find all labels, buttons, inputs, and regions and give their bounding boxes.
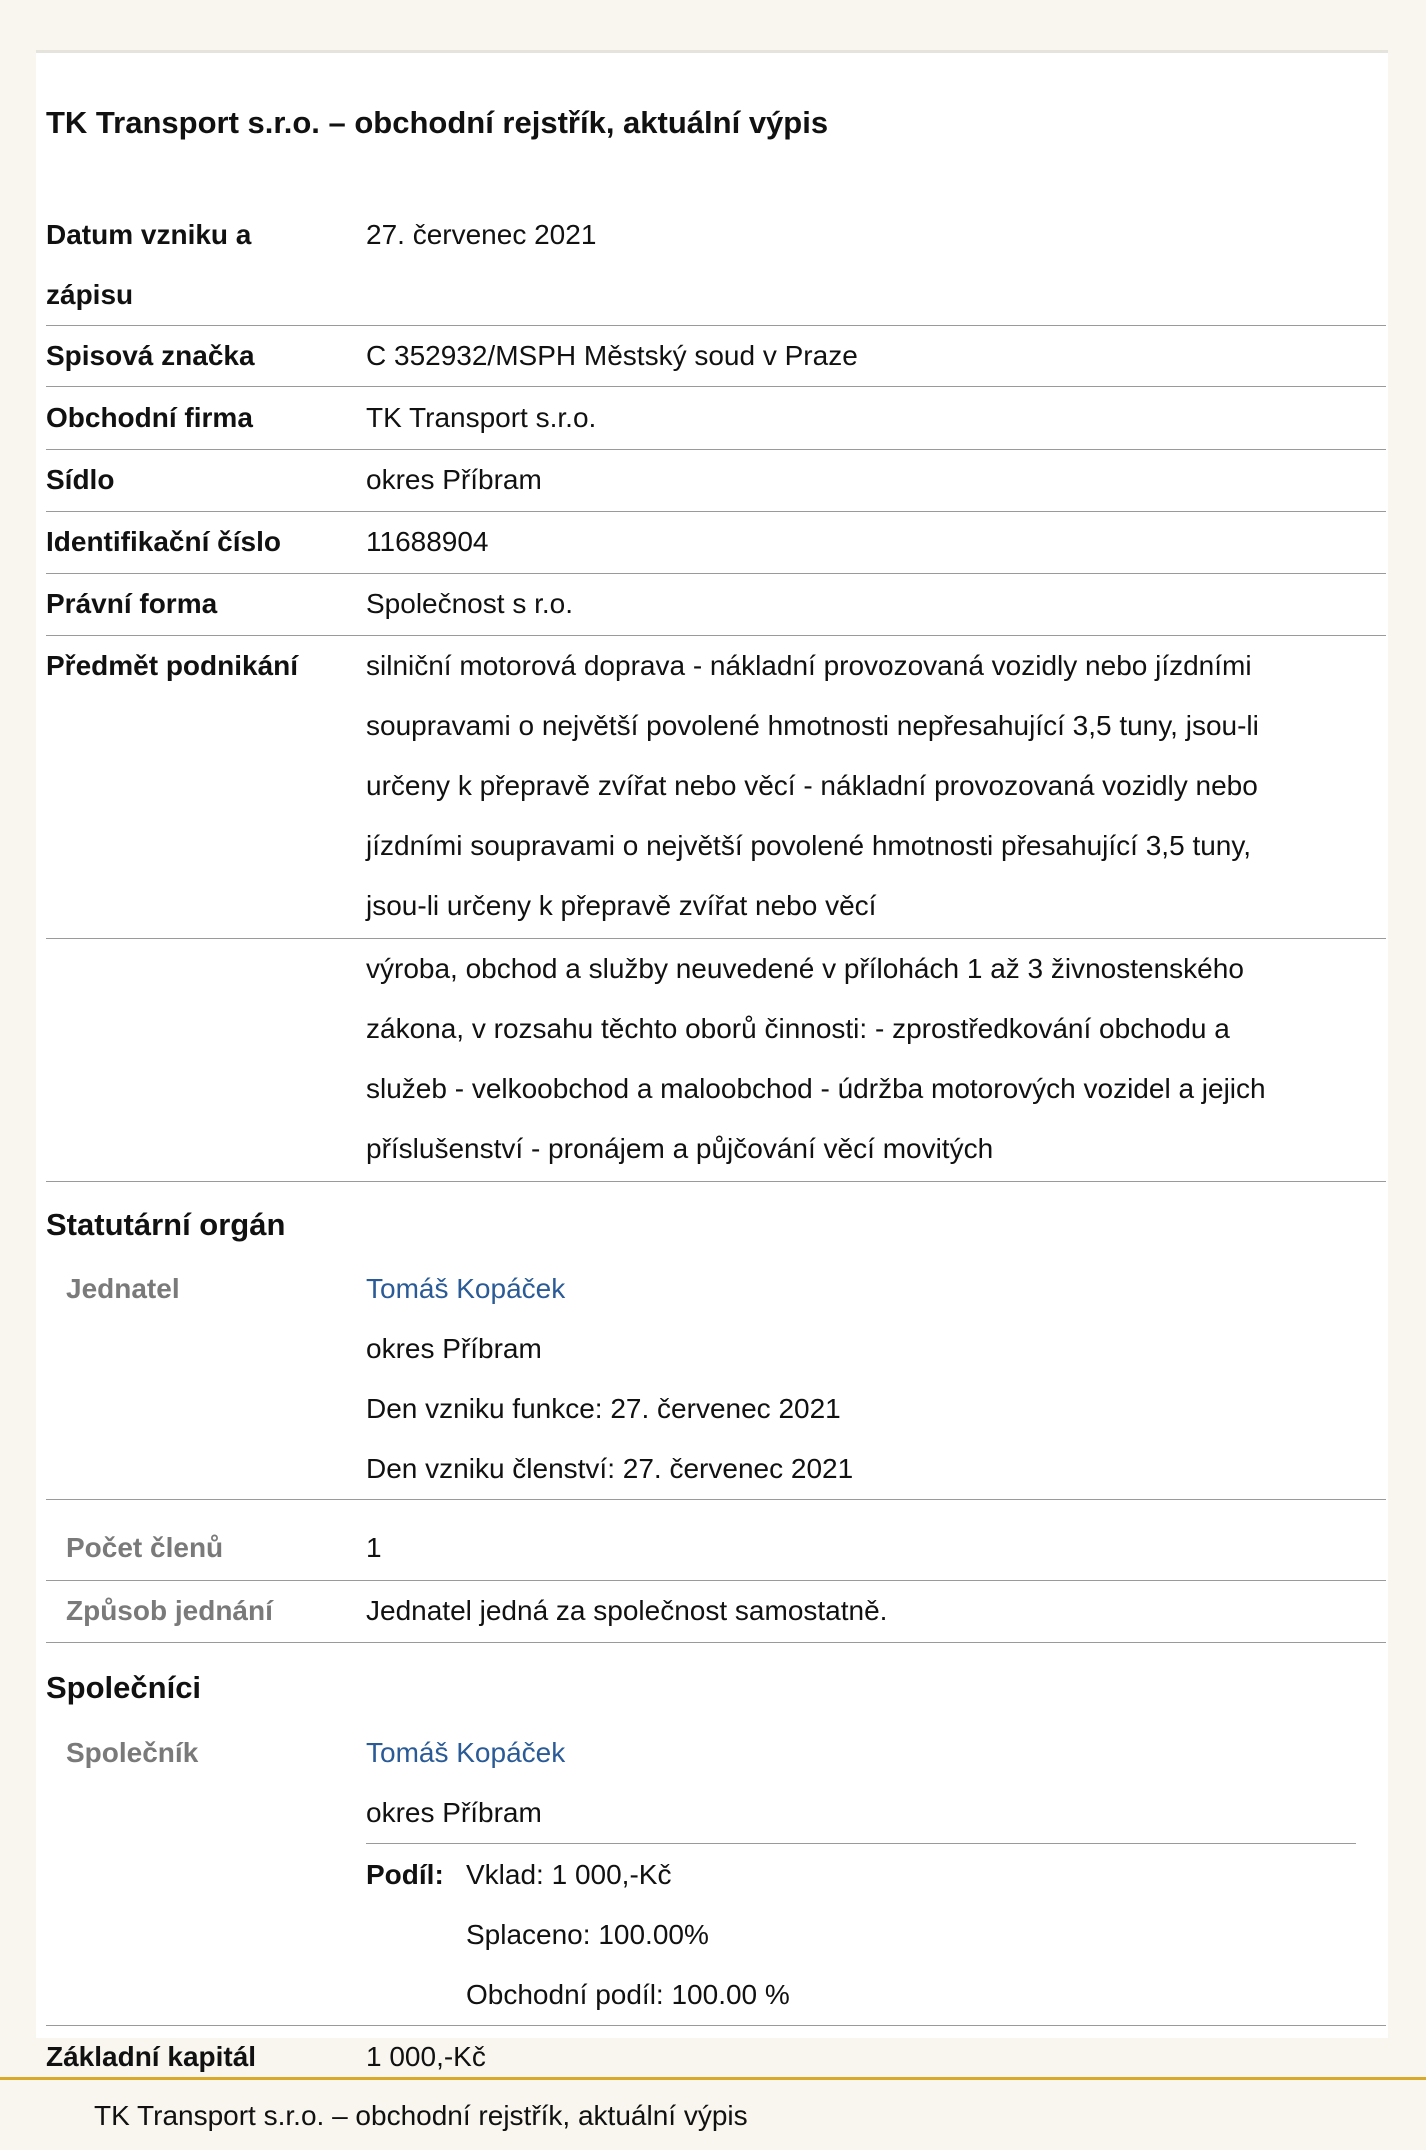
spolecnik-address: okres Příbram	[366, 1797, 542, 1828]
row-zpusob-jednani	[46, 1581, 1386, 1643]
row-pravni-forma	[46, 574, 1386, 636]
label-predmet-podnikani: Předmět podnikání	[46, 650, 299, 681]
label-pravni-forma: Právní forma	[46, 588, 218, 619]
value-pravni-forma: Společnost s r.o.	[366, 588, 574, 619]
spolecnik-name-link[interactable]: Tomáš Kopáček	[366, 1737, 566, 1768]
predmet-line: příslušenství - pronájem a půjčování věcí movitých	[366, 1133, 994, 1164]
value-obchodni-firma: TK Transport s.r.o.	[366, 402, 597, 433]
label-obchodni-firma: Obchodní firma	[46, 402, 253, 433]
page-title: TK Transport s.r.o. – obchodní rejstřík, aktuální výpis	[46, 105, 829, 140]
label-spisova-znacka: Spisová značka	[46, 340, 255, 371]
row-sidlo	[46, 450, 1386, 512]
label-sidlo: Sídlo	[46, 464, 115, 495]
podil-divider	[366, 1843, 1356, 1844]
footer	[0, 2077, 1426, 2150]
label-spolecnik: Společník	[66, 1737, 199, 1768]
value-predmet-podnikani-2	[366, 939, 1376, 1179]
row-jednatel	[46, 1259, 1386, 1500]
label-jednatel: Jednatel	[66, 1273, 180, 1304]
jednatel-den-vzniku-clenstvi: Den vzniku členství: 27. červenec 2021	[366, 1453, 854, 1484]
register-extract-card	[36, 50, 1388, 2072]
value-datum-vzniku: 27. červenec 2021	[366, 219, 597, 250]
row-predmet-podnikani-2	[46, 939, 1386, 1182]
value-jednatel	[366, 1259, 1376, 1499]
value-pocet-clenu: 1	[366, 1532, 382, 1563]
label-zpusob-jednani: Způsob jednání	[66, 1595, 273, 1626]
podil-obchodni-podil: Obchodní podíl: 100.00 %	[466, 1979, 790, 2010]
label-datum-vzniku	[46, 205, 346, 325]
predmet-line: jízdními soupravami o největší povolené hmotnosti přesahující 3,5 tuny,	[366, 830, 1252, 861]
footer-title: TK Transport s.r.o. – obchodní rejstřík, aktuální výpis	[94, 2100, 748, 2131]
label-pocet-clenu: Počet členů	[66, 1532, 224, 1563]
predmet-line: výroba, obchod a služby neuvedené v přílohách 1 až 3 živnostenského	[366, 953, 1244, 984]
row-obchodni-firma	[46, 388, 1386, 450]
label-datum-vzniku-line2: zápisu	[46, 279, 134, 310]
predmet-line: silniční motorová doprava - nákladní provozovaná vozidly nebo jízdními	[366, 650, 1252, 681]
row-spisova-znacka	[46, 326, 1386, 387]
value-sidlo: okres Příbram	[366, 464, 542, 495]
label-podil: Podíl:	[366, 1859, 444, 1890]
value-spolecnik	[366, 1723, 1376, 1843]
label-datum-vzniku-line1: Datum vzniku a	[46, 219, 252, 250]
jednatel-name-link[interactable]: Tomáš Kopáček	[366, 1273, 566, 1304]
jednatel-den-vzniku-funkce: Den vzniku funkce: 27. červenec 2021	[366, 1393, 841, 1424]
value-zakladni-kapital: 1 000,-Kč	[366, 2041, 486, 2072]
value-zpusob-jednani: Jednatel jedná za společnost samostatně.	[366, 1595, 888, 1626]
row-pocet-clenu	[46, 1518, 1386, 1581]
section-statutarni-organ: Statutární orgán	[46, 1207, 286, 1242]
label-identifikacni-cislo: Identifikační číslo	[46, 526, 281, 557]
row-identifikacni-cislo	[46, 512, 1386, 574]
value-identifikacni-cislo: 11688904	[366, 526, 489, 557]
section-spolecnici: Společníci	[46, 1670, 202, 1705]
predmet-line: určeny k přepravě zvířat nebo věcí - nákladní provozovaná vozidly nebo	[366, 770, 1258, 801]
value-spisova-znacka: C 352932/MSPH Městský soud v Praze	[366, 340, 858, 371]
podil-splaceno: Splaceno: 100.00%	[466, 1919, 709, 1950]
predmet-line: jsou-li určeny k přepravě zvířat nebo věcí	[366, 890, 877, 921]
row-datum-vzniku	[46, 205, 1386, 326]
predmet-line: zákona, v rozsahu těchto oborů činnosti: - zprostředkování obchodu a	[366, 1013, 1230, 1044]
row-spolecnik	[46, 1723, 1386, 2026]
jednatel-address: okres Příbram	[366, 1333, 542, 1364]
predmet-line: soupravami o největší povolené hmotnosti nepřesahující 3,5 tuny, jsou-li	[366, 710, 1259, 741]
label-zakladni-kapital: Základní kapitál	[46, 2041, 257, 2072]
value-predmet-podnikani-1	[366, 636, 1376, 936]
podil-vklad: Vklad: 1 000,-Kč	[466, 1859, 672, 1890]
predmet-line: služeb - velkoobchod a maloobchod - údržba motorových vozidel a jejich	[366, 1073, 1266, 1104]
row-predmet-podnikani	[46, 636, 1386, 939]
value-podil	[466, 1845, 790, 2025]
